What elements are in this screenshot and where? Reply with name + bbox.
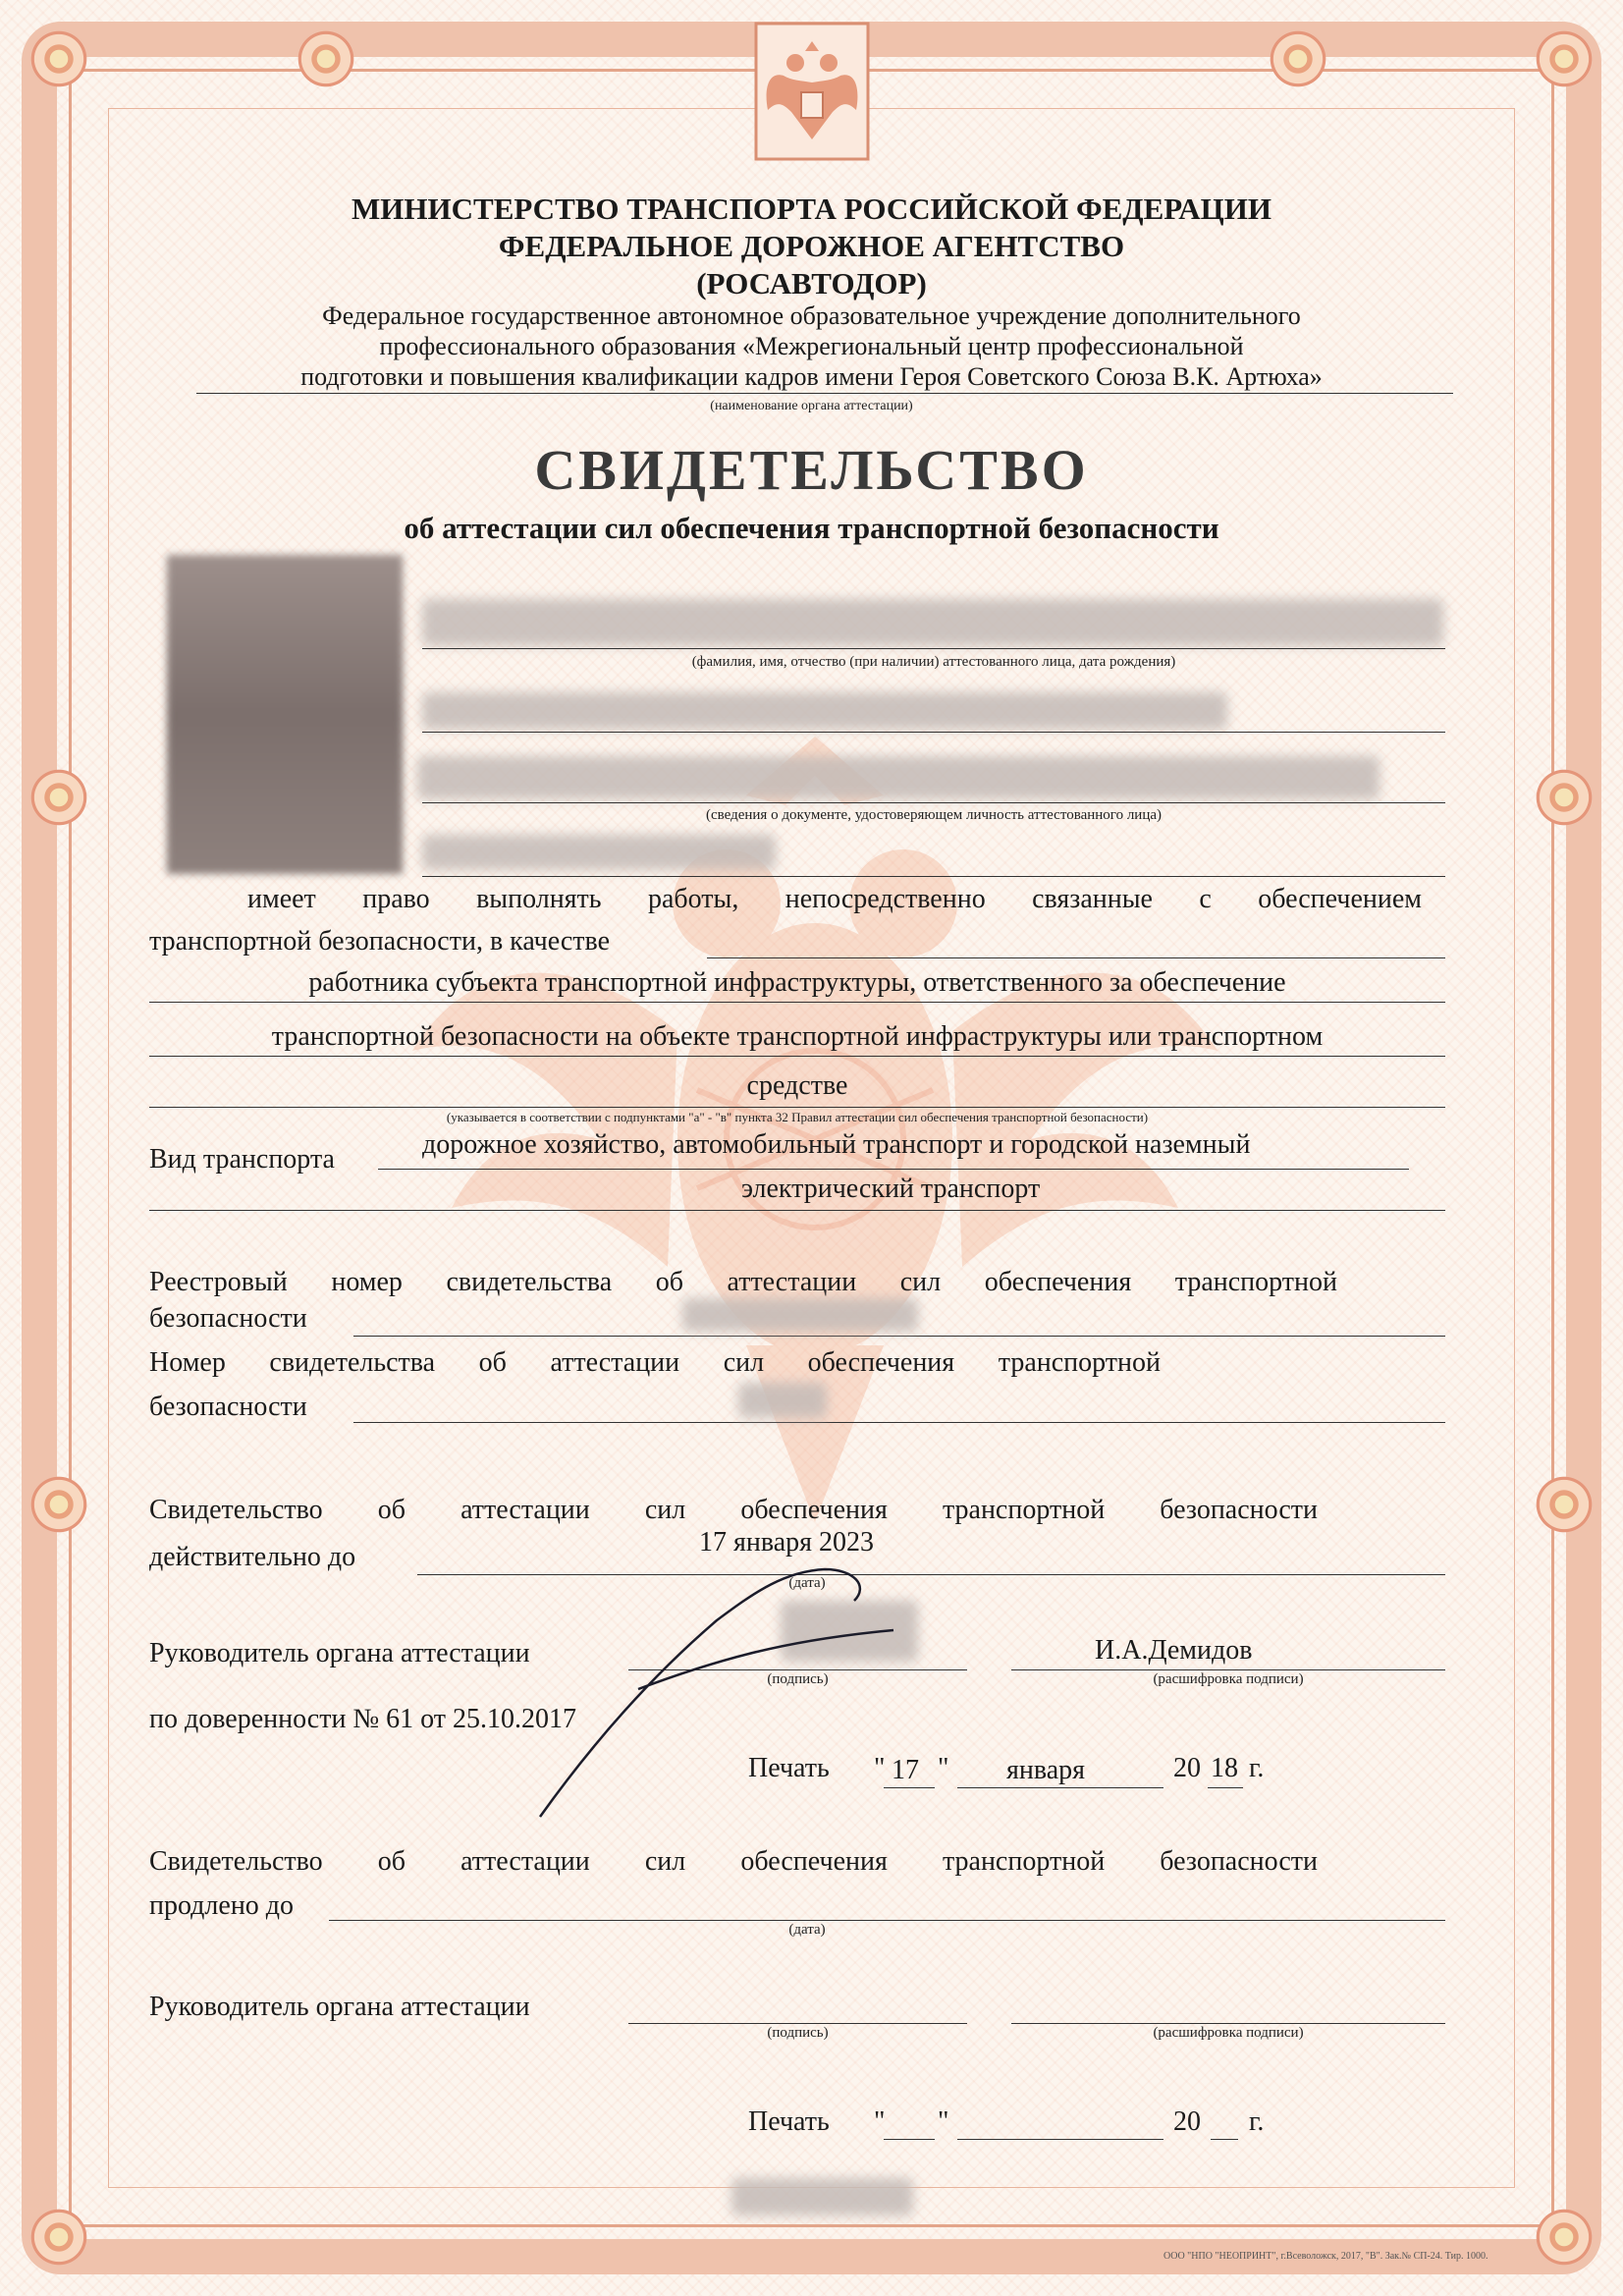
- proxy-text: по доверенности № 61 от 25.10.2017: [149, 1704, 577, 1734]
- role-value: работника субъекта транспортной инфраструктуры, ответственного за обеспечение: [308, 967, 1286, 998]
- org-caption: (наименование органа аттестации): [710, 399, 913, 413]
- validity-label: Свидетельство об аттестации сил обеспечения транспортной безопасности: [149, 1495, 1318, 1525]
- role-caption: (указывается в соответствии с подпунктами "а" - "в" пункта 32 Правил аттестации сил обеспечения транспортной безопасности): [446, 1110, 1149, 1124]
- side-rosette-icon: [27, 766, 90, 829]
- doc-caption: (сведения о документе, удостоверяющем личность аттестованного лица): [705, 807, 1163, 823]
- validity-date: 17 января 2023: [699, 1527, 875, 1558]
- role-value: транспортной безопасности на объекте транспортной инфраструктуры или транспортном: [271, 1021, 1324, 1052]
- stamp-month: января: [1006, 1755, 1086, 1785]
- printer-imprint: ООО "НПО "НЕОПРИНТ", г.Всеволожск, 2017, "В". Зак.№ СП-24. Тир. 1000.: [1163, 2251, 1488, 2262]
- registry-label: безопасности: [149, 1303, 307, 1334]
- validity-label: действительно до: [149, 1542, 356, 1572]
- extension-signer-caption: (расшифровка подписи): [1153, 2025, 1304, 2041]
- transport-line: [149, 1210, 1445, 1211]
- agency-title: ФЕДЕРАЛЬНОЕ ДОРОЖНОЕ АГЕНТСТВО: [498, 229, 1125, 263]
- cert-number-label: безопасности: [149, 1392, 307, 1422]
- stamp-label: Печать: [748, 1753, 830, 1783]
- extension-quote-open: ": [874, 2106, 886, 2137]
- extension-signer-line: [1011, 2023, 1445, 2024]
- stamp-year-suffix: 18: [1211, 1753, 1238, 1783]
- doc-line: [422, 802, 1445, 803]
- extension-day-line: [884, 2139, 935, 2140]
- extension-label: продлено до: [149, 1890, 295, 1921]
- transport-value: электрический транспорт: [741, 1174, 1041, 1204]
- transport-label: Вид транспорта: [149, 1144, 335, 1175]
- org-name-line: профессионального образования «Межрегиональный центр профессиональной: [379, 332, 1244, 360]
- cert-number-label: Номер свидетельства об аттестации сил обеспечения транспортной: [149, 1347, 1161, 1378]
- stamp-g: г.: [1249, 1753, 1265, 1783]
- doc-line: [422, 732, 1445, 733]
- extension-g: г.: [1249, 2106, 1265, 2137]
- transport-value: дорожное хозяйство, автомобильный транспорт и городской наземный: [422, 1129, 1251, 1160]
- certificate-subtitle: об аттестации сил обеспечения транспортной безопасности: [404, 511, 1219, 545]
- doc-line: [422, 876, 1445, 877]
- photo-redacted: [167, 555, 403, 874]
- signer-line: [1011, 1669, 1445, 1670]
- stamp-year-line: [1208, 1787, 1243, 1788]
- registry-label: Реестровый номер свидетельства об аттестации сил обеспечения транспортной: [149, 1267, 1337, 1297]
- extension-head-label: Руководитель органа аттестации: [149, 1992, 530, 2022]
- org-underline: [196, 393, 1453, 394]
- role-line: [149, 1002, 1445, 1003]
- doc-redacted: [422, 692, 1227, 730]
- signature-caption: (подпись): [767, 1671, 829, 1687]
- cert-number-line: [353, 1422, 1445, 1423]
- name-redacted: [422, 599, 1443, 646]
- registry-number-redacted: [682, 1298, 918, 1332]
- serial-number-redacted: [731, 2178, 913, 2215]
- signer-name: И.А.Демидов: [1095, 1635, 1253, 1666]
- extension-year-line: [1211, 2139, 1238, 2140]
- extension-signature-caption: (подпись): [767, 2025, 829, 2041]
- coat-of-arms-icon: [754, 22, 870, 161]
- certificate-title: СВИДЕТЕЛЬСТВО: [534, 438, 1089, 502]
- extension-label: Свидетельство об аттестации сил обеспечения транспортной безопасности: [149, 1846, 1318, 1877]
- role-line: [707, 957, 1445, 958]
- extension-quote-close: ": [938, 2106, 949, 2137]
- org-name-line: подготовки и повышения квалификации кадров имени Героя Советского Союза В.К. Артюха»: [300, 362, 1323, 391]
- ministry-title: МИНИСТЕРСТВО ТРАНСПОРТА РОССИЙСКОЙ ФЕДЕРАЦИИ: [352, 191, 1271, 226]
- registry-line: [353, 1336, 1445, 1337]
- cert-number-redacted: [738, 1383, 827, 1418]
- stamp-day-line: [884, 1787, 935, 1788]
- corner-rosette-icon: [1533, 2206, 1596, 2269]
- stamp-quote-close: ": [938, 1753, 949, 1783]
- extension-year-prefix: 20: [1173, 2106, 1201, 2137]
- rights-text: транспортной безопасности, в качестве: [149, 926, 611, 957]
- stamp-quote-open: ": [874, 1753, 886, 1783]
- extension-date-caption: (дата): [788, 1922, 826, 1938]
- agency-short-title: (РОСАВТОДОР): [696, 266, 927, 301]
- rights-text: имеет право выполнять работы, непосредственно связанные с обеспечением: [247, 884, 1422, 914]
- corner-rosette-icon: [1533, 27, 1596, 90]
- role-line: [149, 1056, 1445, 1057]
- org-name-line: Федеральное государственное автономное образовательное учреждение дополнительного: [322, 301, 1301, 330]
- stamp-month-line: [957, 1787, 1163, 1788]
- role-line: [149, 1107, 1445, 1108]
- stamp-year-prefix: 20: [1173, 1753, 1201, 1783]
- signer-caption: (расшифровка подписи): [1153, 1671, 1304, 1687]
- extension-month-line: [957, 2139, 1163, 2140]
- side-rosette-icon: [1533, 1473, 1596, 1536]
- doc-redacted: [417, 756, 1380, 799]
- stamp-day: 17: [892, 1755, 919, 1785]
- validity-date-caption: (дата): [788, 1575, 826, 1591]
- handwritten-signature: [530, 1552, 903, 1827]
- extension-line: [329, 1920, 1445, 1921]
- name-caption: (фамилия, имя, отчество (при наличии) аттестованного лица, дата рождения): [691, 654, 1176, 670]
- top-rosette-icon: [295, 27, 357, 90]
- name-line: [422, 648, 1445, 649]
- extension-signature-line: [628, 2023, 967, 2024]
- corner-rosette-icon: [27, 27, 90, 90]
- corner-rosette-icon: [27, 2206, 90, 2269]
- side-rosette-icon: [27, 1473, 90, 1536]
- top-rosette-icon: [1267, 27, 1329, 90]
- extension-stamp-label: Печать: [748, 2106, 830, 2137]
- transport-line: [378, 1169, 1409, 1170]
- side-rosette-icon: [1533, 766, 1596, 829]
- head-label: Руководитель органа аттестации: [149, 1638, 530, 1668]
- role-value: средстве: [746, 1070, 848, 1101]
- doc-redacted: [422, 835, 776, 870]
